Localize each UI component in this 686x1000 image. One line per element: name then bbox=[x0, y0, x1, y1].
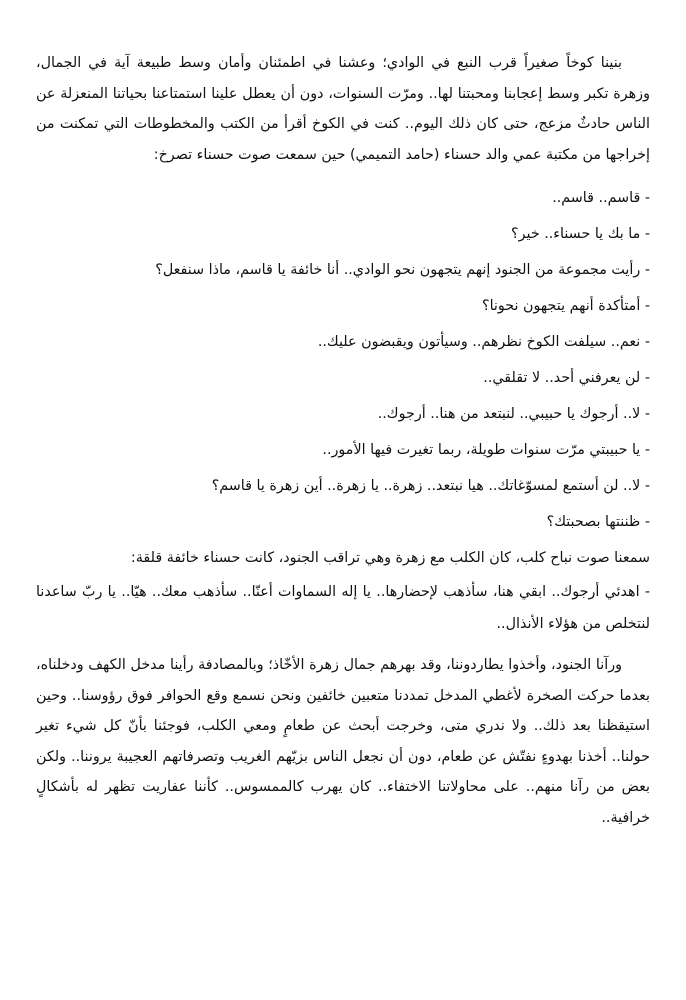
dialogue-line: - رأيت مجموعة من الجنود إنهم يتجهون نحو الوادي.. أنا خائفة يا قاسم، ماذا سنفعل؟ bbox=[155, 262, 650, 278]
dialogue-block bbox=[36, 180, 650, 540]
dialogue-line: - قاسم.. قاسم.. bbox=[552, 190, 650, 206]
dialogue-line: - نعم.. سيلفت الكوخ نظرهم.. وسيأتون ويقبضون عليك.. bbox=[317, 334, 650, 350]
paragraph-cave-escape: ورآنا الجنود، وأخذوا يطاردوننا، وقد بهرهم جمال زهرة الأخّاذ؛ وبالمصادفة رأينا مدخل الكهف ودخلناه، بعدما حركت الصخرة لأغطي المدخل تمددنا متعبين خائفين ونحن نسمع وقع الحوافر فوق رؤوسنا.. وحين استيقظنا بعد ذلك.. ولا ندري متى، وخرجت أبحث عن طعامٍ ومعي الكلب، فوجئنا بأنّ كل شيء تغير حولنا.. أخذنا بهدوءٍ نفتّش عن طعام، دون أن نجعل الناس بزيّهم الغريب وتصرفاتهم العجيبة يروننا.. ولكن بعض من رآنا منهم.. على محاولاتنا الاختفاء.. كان يهرب كالممسوس.. كأننا عفاريت تظهر له بأشكالٍ خرافية.. bbox=[36, 657, 650, 826]
dialogue-line: - يا حبيبتي مرّت سنوات طويلة، ربما تغيرت فيها الأمور.. bbox=[322, 442, 650, 458]
paragraph-dog-barking: سمعنا صوت نباح كلب، كان الكلب مع زهرة وهي تراقب الجنود، كانت حسناء خائفة قلقة: bbox=[130, 550, 650, 566]
dialogue-line: - لا.. أرجوك يا حبيبي.. لنبتعد من هنا.. أرجوك.. bbox=[377, 406, 650, 422]
dialogue-line: - ظننتها بصحبتك؟ bbox=[546, 514, 650, 530]
dialogue-line: - ما بك يا حسناء.. خير؟ bbox=[511, 226, 650, 242]
dialogue-line: - أمتأكدة أنهم يتجهون نحونا؟ bbox=[481, 298, 650, 314]
dialogue-line: - لن يعرفني أحد.. لا تقلقي.. bbox=[483, 370, 650, 386]
paragraph-cabin-story: بنينا كوخاً صغيراً قرب النبع في الوادي؛ وعشنا في اطمئنان وأمان وسط طبيعة آية في الجمال، وزهرة تكبر وسط إعجابنا ومحبتنا لها.. ومرّت السنوات، دون أن يعطل علينا استمتاعنا بحياتنا المنعزلة عن الناس حادثٌ مزعج، حتى كان ذلك اليوم.. كنت في الكوخ أقرأ من الكتب والمخطوطات التي تمكنت من إخراجها من مكتبة عمي والد حسناء (حامد التميمي) حين سمعت صوت حسناء تصرخ: bbox=[36, 55, 650, 163]
dialogue-line: - لا.. لن أستمع لمسوّغاتك.. هيا نبتعد.. زهرة.. يا زهرة.. أين زهرة يا قاسم؟ bbox=[211, 478, 650, 494]
dialogue-line-multi: - اهدئي أرجوك.. ابقي هنا، سأذهب لإحضارها.. يا إله السماوات أعنّا.. سأذهب معك.. هيّا.. يا ربّ ساعدنا لنتخلص من هؤلاء الأنذال.. bbox=[36, 584, 650, 632]
